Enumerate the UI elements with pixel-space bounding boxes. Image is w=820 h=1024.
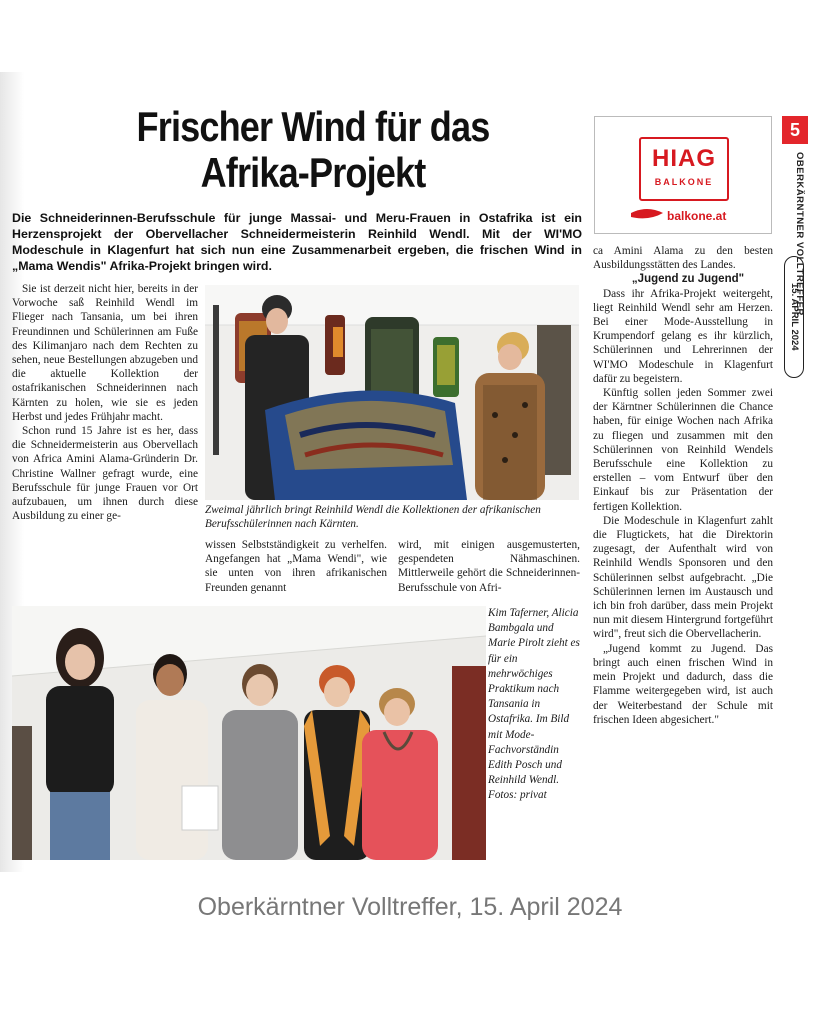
article-column-1 <box>12 282 198 523</box>
article-headline <box>78 104 548 196</box>
photo-caption-bottom: Kim Taferner, Alicia Bambgala und Marie Pirolt zieht es für ein mehrwöchiges Praktikum nach Tansania in Ostafrika. Im Bild mit Mode-Fachvorständin Edith Posch und Reinhild Wendl. Fotos: privat <box>488 607 580 802</box>
publication-name-vertical: OBERKÄRNTNER VOLLTREFFER <box>794 152 805 316</box>
image-footer-caption: Oberkärntner Volltreffer, 15. April 2024 <box>197 893 623 921</box>
headline-line-1: Frischer Wind für das <box>136 103 490 150</box>
photo-fashion-collection <box>205 285 579 500</box>
headline-line-2: Afrika-Projekt <box>200 149 426 196</box>
column-4-paragraph-2: Künftig sollen jeden Sommer zwei der Kärntner Schülerinnen die Chance haben, für einige Wochen nach Afrika zu fliegen und zusammen mit den Schülerinnen von Reinhild Wendels Berufsschule eine Kollektion zu erstellen – vom Entwurf über den Einkauf bis zur Präsentation der fertigen Kollektion. <box>593 387 773 513</box>
column-4-paragraph-4: „Jugend kommt zu Jugend. Das bringt auch einen frischen Wind in mein Projekt und dadurch, dass die Flamme weitergegeben wird, ist auch der Weiterbestand der Schule mit frischen Ideen abgesichert." <box>593 642 773 726</box>
photo-caption-top: Zweimal jährlich bringt Reinhild Wendl die Kollektionen der afrikanischen Berufsschülerinnen nach Kärnten. <box>205 504 541 530</box>
page-number-badge: 5 <box>782 116 808 144</box>
hiag-logo-tagline: BALKONE <box>654 177 714 187</box>
swoosh-icon <box>629 207 665 221</box>
article-column-3 <box>398 538 580 595</box>
article-subhead: „Jugend zu Jugend" <box>631 273 745 286</box>
column-3-text: wird, mit einigen ausgemusterten, gespendeten Nähmaschinen. Mittlerweile gehört die Schneiderinnen-Berufsschule von Afri- <box>398 539 580 594</box>
article-column-2 <box>205 538 387 595</box>
column-1-paragraph-2: Schon rund 15 Jahre ist es her, dass die Schneidermeisterin aus Obervellach von Africa Amini Alama-Gründerin Dr. Christine Wallner gefragt wurde, eine Berufsschule für junge Frauen vor Ort aufzubauen, um ihnen durch diese Ausbildung zu einer ge- <box>12 425 198 523</box>
hiag-logo <box>639 137 729 201</box>
article-lead: Die Schneiderinnen-Berufsschule für junge Massai- und Meru-Frauen in Ostafrika ist ein Herzensprojekt der Obervellacher Schneidermeisterin Reinhild Wendl. Mit der WI'MO Modeschule in Klagenfurt hat sich nun eine Zusammenarbeit ergeben, die frischen Wind in „Mama Wendis" Afrika-Projekt bringen wird. <box>12 211 582 273</box>
ad-url[interactable]: balkone.at <box>667 209 727 223</box>
hiag-logo-brand: HIAG <box>652 145 716 172</box>
column-4-paragraph-1: Dass ihr Afrika-Projekt weitergeht, liegt Reinhild Wendl sehr am Herzen. Bei einer Mode-Ausstellung in Krumpendorf gelang es ihr kürzlich, Schülerinnen und Lehrerinnen der WI'MO Modeschule in Klagenfurt dafür zu begeistern. <box>593 287 773 385</box>
advertisement-hiag[interactable] <box>594 116 772 234</box>
issue-date-pill: 15. APRIL 2024 <box>784 256 804 378</box>
photo-fashion-collection-image <box>205 285 579 500</box>
column-4-continuation: ca Amini Alama zu den besten Ausbildungsstätten des Landes. <box>593 245 773 272</box>
article-column-4 <box>593 244 773 727</box>
column-2-text: wissen Selbstständigkeit zu verhelfen. Angefangen hat „Mama Wendi", wie sie unten von ihren afrikanischen Freunden genannt <box>205 539 387 594</box>
column-4-paragraph-3: Die Modeschule in Klagenfurt zahlt die Flugtickets, hat die Direktorin zugesagt, der Aufenthalt wird von Reinhild Wendls Sponsoren und den Schülerinnen selbst aufgebracht. „Die Schülerinnen lernen im Austausch und ich bin froh darüber, dass mein Projekt nun mit diesem Hintergrund fortgeführt wird", freut sich die Obervellacherin. <box>593 514 773 641</box>
photo-students-group <box>12 606 486 860</box>
column-1-paragraph-1: Sie ist derzeit nicht hier, bereits in der Vorwoche saß Reinhild Wendl im Flieger nach Tansania, um bei ihren Freundinnen und Schülerinnen am Fuße des Kilimanjaro nach dem Rechten zu sehen, neue Bestellungen abzugeben und die aktuelle Kollektion der ostafrikanischen Schneiderinnen nach Kärnten zu holen, wie sie es jeden Herbst und jedes Frühjahr macht. <box>12 283 198 423</box>
photo-students-group-image <box>12 606 486 860</box>
